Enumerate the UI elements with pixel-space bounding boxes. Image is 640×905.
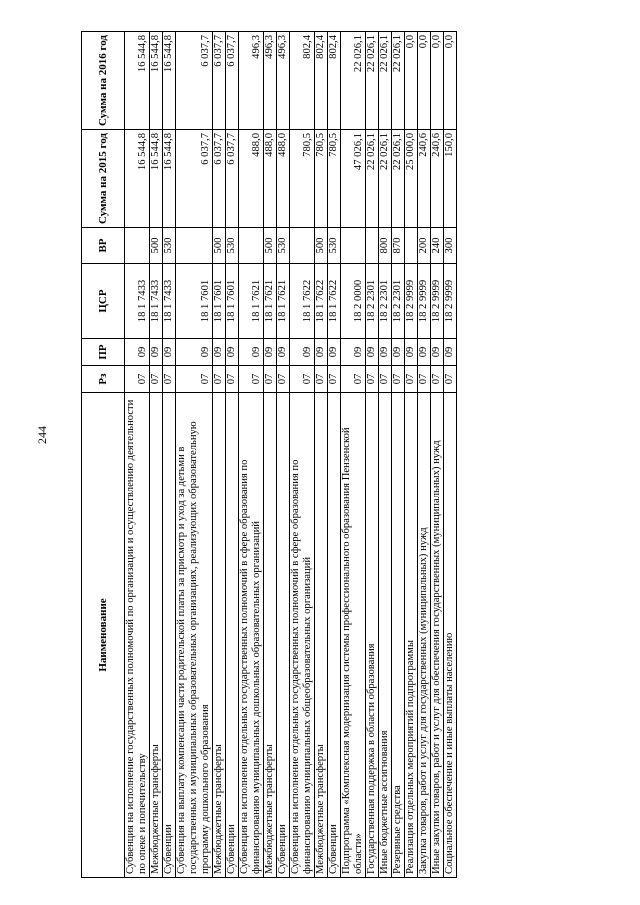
table-row [418, 32, 431, 878]
cell-csr: 18 1 7601 [176, 264, 213, 339]
cell-csr: 18 2 9999 [418, 264, 431, 339]
cell-name: Подпрограмма «Комплексная модернизация системы профессионального образования Пензенской области» [341, 393, 366, 878]
header-csr: ЦСР [82, 264, 125, 339]
cell-rz: 07 [341, 366, 366, 393]
cell-rz: 07 [264, 366, 277, 393]
cell-sum-2016: 22 026,1 [366, 32, 379, 130]
table-header-row [82, 32, 125, 878]
cell-pr: 09 [176, 339, 213, 366]
cell-name: Субвенции [163, 393, 176, 878]
cell-rz: 07 [226, 366, 239, 393]
cell-pr: 09 [405, 339, 418, 366]
table-body [125, 32, 457, 878]
header-sum-2016: Сумма на 2016 год [82, 32, 125, 130]
cell-name: Межбюджетные трансферты [150, 393, 163, 878]
cell-sum-2015: 488,0 [264, 130, 277, 228]
cell-csr: 18 1 7622 [315, 264, 328, 339]
cell-rz: 07 [328, 366, 341, 393]
cell-vr [290, 228, 315, 264]
cell-sum-2016: 0,0 [418, 32, 431, 130]
cell-vr [341, 228, 366, 264]
cell-name: Субвенции [277, 393, 290, 878]
cell-csr: 18 1 7621 [277, 264, 290, 339]
rotated-table-container [81, 32, 603, 878]
cell-name: Субвенция на исполнение государственных полномочий по организации и осуществлению деятельности по опеке и попечительству [125, 393, 150, 878]
cell-sum-2016: 802,4 [290, 32, 315, 130]
header-name: Наименование [82, 393, 125, 878]
cell-csr: 18 1 7622 [290, 264, 315, 339]
page-number: 244 [35, 426, 49, 444]
cell-sum-2015: 47 026,1 [341, 130, 366, 228]
cell-sum-2015: 488,0 [239, 130, 264, 228]
cell-rz: 07 [405, 366, 418, 393]
cell-name: Субвенции [226, 393, 239, 878]
cell-sum-2016: 0,0 [444, 32, 457, 130]
cell-sum-2015: 25 000,0 [405, 130, 418, 228]
cell-pr: 09 [150, 339, 163, 366]
cell-pr: 09 [125, 339, 150, 366]
cell-csr: 18 2 2301 [379, 264, 392, 339]
cell-pr: 09 [418, 339, 431, 366]
cell-sum-2016: 6 037,7 [226, 32, 239, 130]
cell-rz: 07 [290, 366, 315, 393]
cell-csr: 18 1 7621 [239, 264, 264, 339]
table-row [176, 32, 213, 878]
cell-name: Резервные средства [392, 393, 405, 878]
cell-csr: 18 1 7433 [163, 264, 176, 339]
cell-sum-2016: 22 026,1 [341, 32, 366, 130]
cell-pr: 09 [277, 339, 290, 366]
cell-vr [405, 228, 418, 264]
cell-sum-2015: 780,5 [328, 130, 341, 228]
table-row [392, 32, 405, 878]
cell-vr: 240 [431, 228, 444, 264]
cell-rz: 07 [176, 366, 213, 393]
table-row [341, 32, 366, 878]
cell-csr: 18 1 7621 [264, 264, 277, 339]
cell-vr: 200 [418, 228, 431, 264]
cell-csr: 18 2 2301 [366, 264, 379, 339]
cell-vr: 530 [277, 228, 290, 264]
cell-pr: 09 [431, 339, 444, 366]
cell-name: Межбюджетные трансферты [264, 393, 277, 878]
cell-sum-2016: 16 544,8 [125, 32, 150, 130]
cell-pr: 09 [264, 339, 277, 366]
cell-sum-2016: 496,3 [264, 32, 277, 130]
cell-name: Субвенции [328, 393, 341, 878]
cell-vr [239, 228, 264, 264]
cell-vr: 870 [392, 228, 405, 264]
table-row [213, 32, 226, 878]
cell-name: Закупка товаров, работ и услуг для государственных (муниципальных) нужд [418, 393, 431, 878]
cell-pr: 09 [290, 339, 315, 366]
cell-rz: 07 [366, 366, 379, 393]
cell-name: Межбюджетные трансферты [315, 393, 328, 878]
table-row [431, 32, 444, 878]
table-row [379, 32, 392, 878]
table-row [290, 32, 315, 878]
cell-rz: 07 [431, 366, 444, 393]
cell-sum-2016: 802,4 [328, 32, 341, 130]
header-rz: Рз [82, 366, 125, 393]
table-row [405, 32, 418, 878]
table-row [277, 32, 290, 878]
cell-csr: 18 2 9999 [431, 264, 444, 339]
cell-vr: 800 [379, 228, 392, 264]
cell-name: Государственная поддержка в области образования [366, 393, 379, 878]
cell-vr: 500 [264, 228, 277, 264]
cell-sum-2016: 496,3 [277, 32, 290, 130]
cell-csr: 18 2 2301 [392, 264, 405, 339]
cell-name: Социальное обеспечение и иные выплаты населению [444, 393, 457, 878]
cell-pr: 09 [226, 339, 239, 366]
budget-table [81, 31, 457, 878]
cell-vr: 530 [328, 228, 341, 264]
cell-pr: 09 [328, 339, 341, 366]
cell-rz: 07 [277, 366, 290, 393]
cell-rz: 07 [392, 366, 405, 393]
cell-vr: 300 [444, 228, 457, 264]
cell-sum-2015: 6 037,7 [213, 130, 226, 228]
cell-sum-2015: 6 037,7 [226, 130, 239, 228]
cell-rz: 07 [163, 366, 176, 393]
table-row [239, 32, 264, 878]
table-row [366, 32, 379, 878]
table-row [444, 32, 457, 878]
cell-pr: 09 [392, 339, 405, 366]
cell-sum-2015: 488,0 [277, 130, 290, 228]
cell-vr [366, 228, 379, 264]
cell-name: Иные закупки товаров, работ и услуг для обеспечения государственных (муниципальных) нужд [431, 393, 444, 878]
cell-sum-2015: 150,0 [444, 130, 457, 228]
table-row [150, 32, 163, 878]
table-row [125, 32, 150, 878]
cell-rz: 07 [125, 366, 150, 393]
cell-rz: 07 [239, 366, 264, 393]
cell-sum-2016: 802,4 [315, 32, 328, 130]
cell-sum-2016: 0,0 [405, 32, 418, 130]
cell-name: Реализация отдельных мероприятий подпрограммы [405, 393, 418, 878]
cell-sum-2015: 780,5 [290, 130, 315, 228]
cell-sum-2015: 6 037,7 [176, 130, 213, 228]
cell-name: Иные бюджетные ассигнования [379, 393, 392, 878]
cell-sum-2015: 22 026,1 [379, 130, 392, 228]
cell-rz: 07 [315, 366, 328, 393]
cell-sum-2015: 240,6 [418, 130, 431, 228]
header-vr: ВР [82, 228, 125, 264]
cell-sum-2015: 16 544,8 [163, 130, 176, 228]
cell-rz: 07 [150, 366, 163, 393]
cell-sum-2016: 0,0 [431, 32, 444, 130]
cell-sum-2015: 22 026,1 [366, 130, 379, 228]
cell-csr: 18 2 9999 [405, 264, 418, 339]
cell-vr: 530 [163, 228, 176, 264]
cell-vr [125, 228, 150, 264]
cell-pr: 09 [379, 339, 392, 366]
cell-pr: 09 [366, 339, 379, 366]
table-row [264, 32, 277, 878]
cell-sum-2016: 496,3 [239, 32, 264, 130]
cell-sum-2015: 780,5 [315, 130, 328, 228]
cell-vr: 500 [315, 228, 328, 264]
cell-csr: 18 1 7622 [328, 264, 341, 339]
cell-sum-2015: 16 544,8 [150, 130, 163, 228]
cell-sum-2016: 22 026,1 [392, 32, 405, 130]
cell-sum-2015: 22 026,1 [392, 130, 405, 228]
cell-vr: 530 [226, 228, 239, 264]
cell-sum-2016: 22 026,1 [379, 32, 392, 130]
cell-pr: 09 [315, 339, 328, 366]
cell-csr: 18 1 7433 [150, 264, 163, 339]
cell-vr: 500 [213, 228, 226, 264]
cell-pr: 09 [239, 339, 264, 366]
cell-rz: 07 [379, 366, 392, 393]
table-row [163, 32, 176, 878]
cell-sum-2016: 16 544,8 [163, 32, 176, 130]
cell-csr: 18 1 7601 [226, 264, 239, 339]
cell-csr: 18 1 7433 [125, 264, 150, 339]
cell-sum-2016: 16 544,8 [150, 32, 163, 130]
cell-pr: 09 [444, 339, 457, 366]
cell-pr: 09 [213, 339, 226, 366]
cell-csr: 18 1 7601 [213, 264, 226, 339]
cell-sum-2015: 240,6 [431, 130, 444, 228]
header-pr: ПР [82, 339, 125, 366]
cell-sum-2016: 6 037,7 [213, 32, 226, 130]
cell-pr: 09 [163, 339, 176, 366]
cell-csr: 18 2 0000 [341, 264, 366, 339]
cell-name: Субвенция на исполнение отдельных государственных полномочий в сфере образования по финансированию муниципальных дошкольных образовательных организаций [239, 393, 264, 878]
cell-sum-2015: 16 544,8 [125, 130, 150, 228]
cell-name: Межбюджетные трансферты [213, 393, 226, 878]
table-row [328, 32, 341, 878]
cell-vr [176, 228, 213, 264]
header-sum-2015: Сумма на 2015 год [82, 130, 125, 228]
cell-pr: 09 [341, 339, 366, 366]
cell-rz: 07 [213, 366, 226, 393]
cell-rz: 07 [444, 366, 457, 393]
cell-rz: 07 [418, 366, 431, 393]
cell-sum-2016: 6 037,7 [176, 32, 213, 130]
cell-name: Субвенция на исполнение отдельных государственных полномочий в сфере образования по финансированию муниципальных общеобразовательных организаций [290, 393, 315, 878]
table-row [315, 32, 328, 878]
table-row [226, 32, 239, 878]
cell-csr: 18 2 9999 [444, 264, 457, 339]
cell-vr: 500 [150, 228, 163, 264]
cell-name: Субвенция на выплату компенсации части родительской платы за присмотр и уход за детьми в государственных и муниципальных образовательных организациях, реализующих образовательную программу дошкольного образования [176, 393, 213, 878]
